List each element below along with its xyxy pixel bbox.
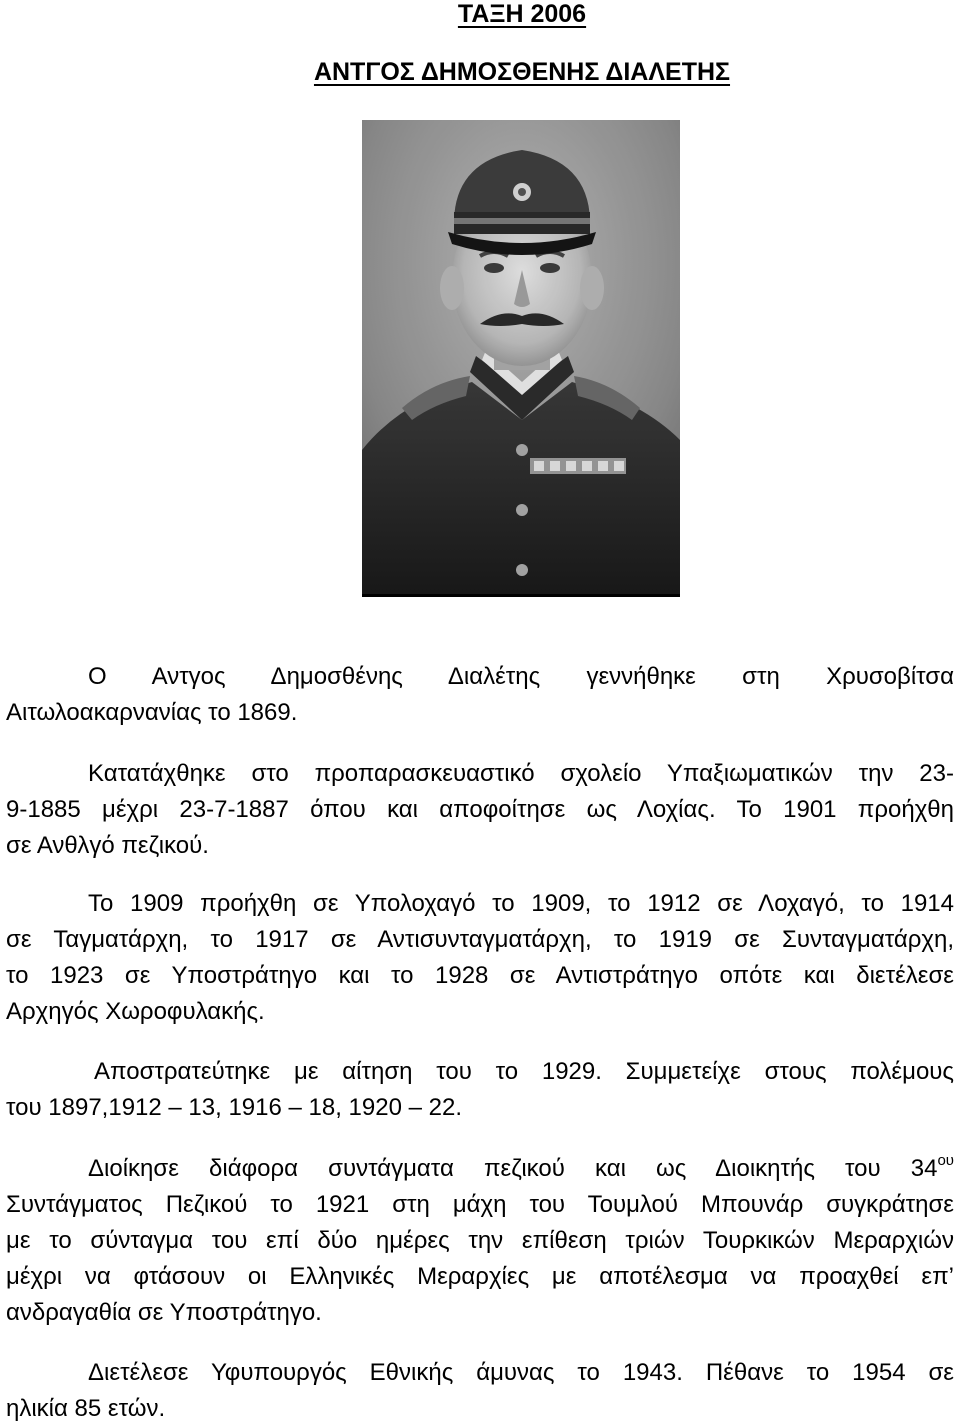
text-line: Το 1909 προήχθη σε Υπολοχαγό το 1909, το 1912 σε Λοχαγό, το 1914 (88, 890, 954, 917)
text-line: Διετέλεσε Υφυπουργός Εθνικής άμυνας το 1943. Πέθανε το 1954 σε (88, 1359, 954, 1386)
text-line: Αποστρατεύτηκε με αίτηση του το 1929. Συμμετείχε στους πολέμους (94, 1058, 954, 1085)
text-line: σε Ταγματάρχη, το 1917 σε Αντισυνταγματάρχη, το 1919 σε Συνταγματάρχη, (6, 926, 954, 953)
paragraph-command (6, 1151, 954, 1331)
document-title-year: ΤΑΞΗ 2006 (457, 0, 587, 28)
portrait-underline (362, 594, 680, 597)
text-line: Συντάγματος Πεζικού το 1921 στη μάχη του Τουμλού Μπουνάρ συγκράτησε (6, 1191, 954, 1218)
text-line: το 1923 σε Υποστράτηγο και το 1928 σε Αντιστράτηγο οπότε και διετέλεσε (6, 962, 954, 989)
text-line: Ο Αντγος Δημοσθένης Διαλέτης γεννήθηκε στη Χρυσοβίτσα (88, 663, 954, 690)
text-line: Κατατάχθηκε στο προπαρασκευαστικό σχολείο Υπαξιωματικών την 23- (88, 760, 954, 787)
text-line: 9-1885 μέχρι 23-7-1887 όπου και αποφοίτησε ως Λοχίας. Το 1901 προήχθη (6, 796, 954, 823)
text-line: του 1897,1912 – 13, 1916 – 18, 1920 – 22. (6, 1094, 462, 1121)
text-line: ηλικία 85 ετών. (6, 1395, 166, 1422)
ordinal-suffix: ου (937, 1152, 954, 1169)
paragraph-birth (6, 659, 954, 731)
text-line: Αιτωλοακαρνανίας το 1869. (6, 699, 298, 726)
text-line: Αρχηγός Χωροφυλακής. (6, 998, 265, 1025)
text-line-main: Διοίκησε διάφορα συντάγματα πεζικού και ως Διοικητής του 34 (88, 1155, 938, 1182)
text-line: ανδραγαθία σε Υποστράτηγο. (6, 1299, 322, 1326)
paragraph-promotions (6, 886, 954, 1030)
paragraph-retirement (6, 1054, 954, 1126)
portrait-photo (362, 120, 680, 594)
text-line (6, 1151, 954, 1187)
document-title-name: ΑΝΤΓΟΣ ΔΗΜΟΣΘΕΝΗΣ ΔΙΑΛΕΤΗΣ (313, 58, 731, 86)
paragraph-enlistment (6, 756, 954, 864)
text-line: μέχρι να φτάσουν οι Ελληνικές Μεραρχίες με αποτέλεσμα να προαχθεί επ’ (6, 1263, 954, 1290)
paragraph-later-life (6, 1355, 954, 1427)
text-line: σε Ανθλγό πεζικού. (6, 832, 209, 859)
text-line: με το σύνταγμα του επί δύο ημέρες την επίθεση τριών Τουρκικών Μεραρχιών (6, 1227, 954, 1254)
